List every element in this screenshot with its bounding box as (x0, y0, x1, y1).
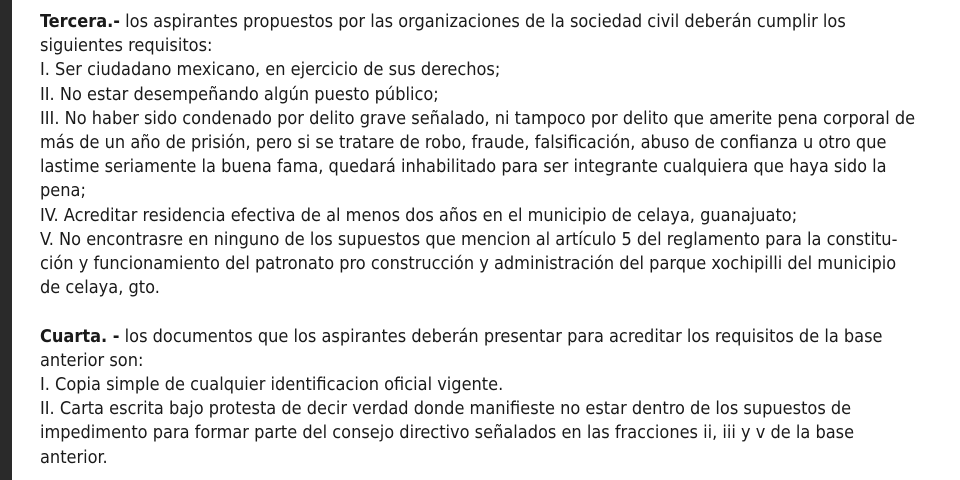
tercera-intro-text: los aspirantes propuestos por las organizaciones de la sociedad civil deberán cumplir los (120, 11, 846, 32)
tercera-item-line: III. No haber sido condenado por delito grave señalado, ni tampoco por delito que amerite pena corporal de (40, 107, 916, 129)
cuarta-item-line: I. Copia simple de cualquier identificacion oficial vigente. (40, 374, 504, 396)
document-body (40, 10, 955, 470)
cuarta-intro-line-2: anterior son: (40, 349, 144, 371)
cuarta-item-line: impedimento para formar parte del consejo directivo señalados en las fracciones ii, iii y v de la base (40, 422, 855, 444)
tercera-item-line: pena; (40, 180, 86, 202)
tercera-item-line: IV. Acreditar residencia efectiva de al menos dos años en el municipio de celaya, guanajuato; (40, 204, 798, 226)
tercera-intro-line-2: siguientes requisitos: (40, 35, 213, 57)
tercera-item-line: ción y funcionamiento del patronato pro construcción y administración del parque xochipilli del municipio (40, 253, 897, 275)
cuarta-item-line: II. Carta escrita bajo protesta de decir verdad donde manifieste no estar dentro de los supuestos de (40, 398, 852, 420)
tercera-item-line: lastime seriamente la buena fama, quedará inhabilitado para ser integrante cualquiera que haya sido la (40, 156, 887, 178)
tercera-heading: Tercera.- (40, 11, 121, 32)
left-margin-bar (0, 0, 12, 480)
tercera-item-line: de celaya, gto. (40, 277, 160, 299)
cuarta-intro-line-1 (40, 325, 955, 349)
cuarta-intro-text: los documentos que los aspirantes deberán presentar para acreditar los requisitos de la base (119, 325, 883, 347)
tercera-item-line: I. Ser ciudadano mexicano, en ejercicio de sus derechos; (40, 59, 501, 81)
cuarta-item-line: anterior. (40, 446, 108, 468)
tercera-item-line: II. No estar desempeñando algún puesto público; (40, 83, 439, 105)
tercera-intro-line-1 (40, 10, 955, 34)
tercera-item-line: V. No encontrasre en ninguno de los supuestos que mencion al artículo 5 del reglamento para la constitu- (40, 228, 898, 250)
section-gap (40, 300, 955, 324)
tercera-item-line: más de un año de prisión, pero si se tratare de robo, fraude, falsificación, abuso de confianza u otro que (40, 132, 887, 154)
cuarta-heading: Cuarta. - (40, 325, 120, 347)
